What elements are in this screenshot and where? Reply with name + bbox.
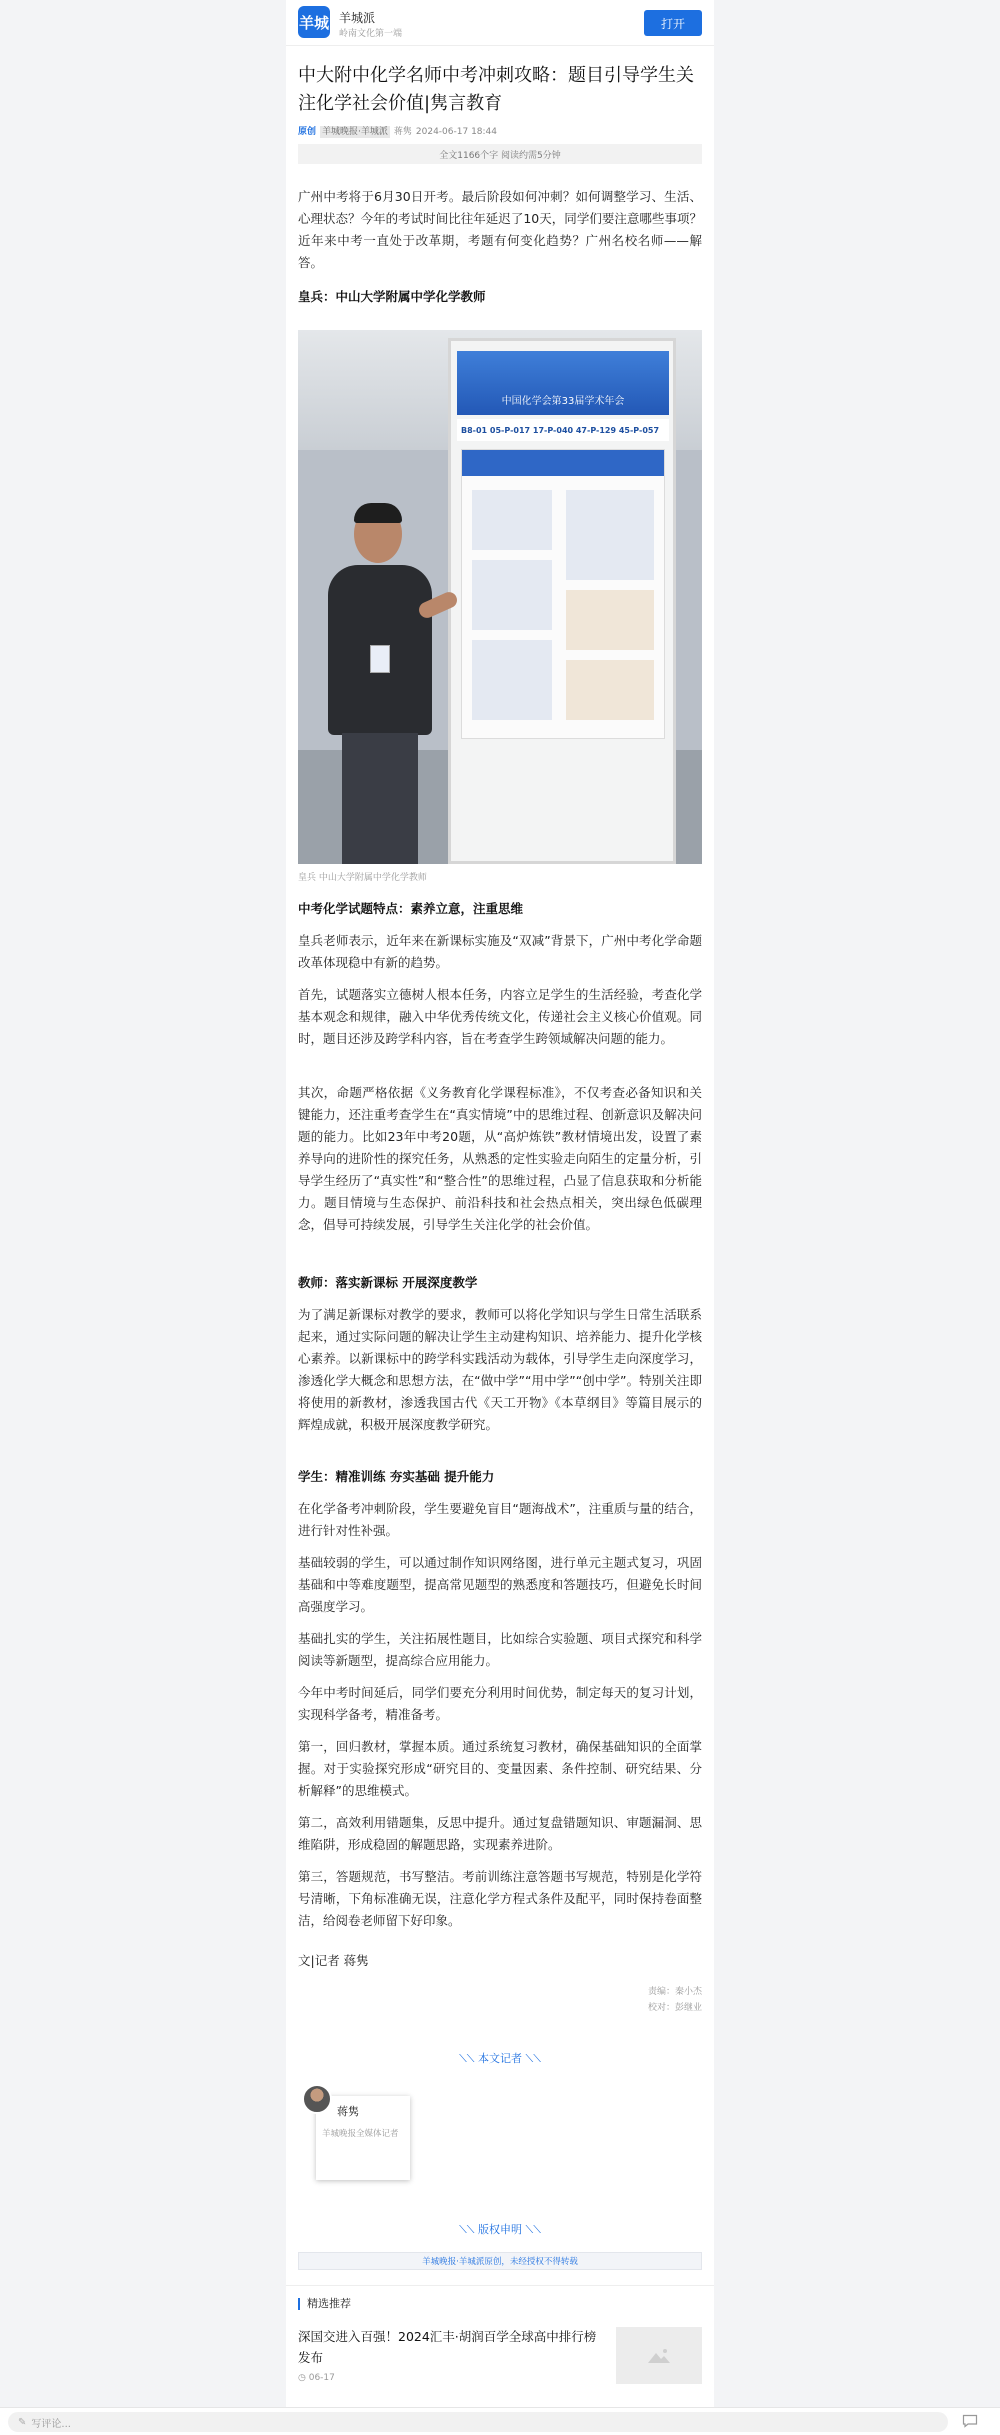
photo-poster-board [448,338,676,864]
paragraph: 基础扎实的学生，关注拓展性题目，比如综合实验题、项目式探究和科学阅读等新题型，提高综合应用能力。 [298,1631,702,1668]
photo-caption: 皇兵 中山大学附属中学化学教师 [298,873,427,883]
comment-placeholder: 写评论... [31,2418,71,2430]
paragraph: 首先，试题落实立德树人根本任务，内容立足学生的生活经验，考查化学基本观念和规律，融入中华优秀传统文化，传递社会主义核心价值观。同时，题目还涉及跨学科内容，旨在考查学生跨领域解决问题的能力。 [298,987,702,1046]
app-download-bar [286,0,714,46]
article-title: 中大附中化学名师中考冲刺攻略：题目引导学生关注化学社会价值|隽言教育 [298,65,694,114]
paragraph: 其次，命题严格依据《义务教育化学课程标准》，不仅考查必备知识和关键能力，还注重考查学生在“真实情境”中的思维过程、创新意识及解决问题的能力。比如23年中考20题，从“高炉炼铁”教材情境出发，设置了素养导向的进阶性的探究任务，从熟悉的定性实验走向陌生的定量分析，引导学生经历了“真实性”和“整合性”的思维过程，凸显了信息获取和分析能力。题目情境与生态保护、前沿科技和社会热点相关，突出绿色低碳理念，倡导可持续发展，引导学生关注化学的社会价值。 [298,1085,702,1232]
slash-decor-icon: ⟍⟍ [522,2223,541,2236]
slash-decor-icon: ⟍⟍ [522,2052,541,2065]
reporter-heading-text: 本文记者 [478,2052,522,2065]
app-name: 羊城派 [339,11,376,25]
reporter-name[interactable]: 蒋隽 [337,2105,359,2118]
article-photo[interactable] [298,330,702,864]
copyright-heading-text: 版权申明 [478,2223,522,2236]
original-tag: 原创 [298,127,317,137]
app-slogan: 岭南文化第一端 [339,29,403,39]
article-meta [298,124,702,137]
expert-heading: 皇兵：中山大学附属中学化学教师 [298,289,486,304]
recommend-item-thumbnail[interactable] [616,2327,702,2384]
copyright-section-heading [286,2221,714,2237]
photo-person [320,505,440,864]
article-datetime: 2024-06-17 18:44 [415,127,498,137]
paragraph: 在化学备考冲刺阶段，学生要避免盲目“题海战术”，注重质与量的结合，进行针对性补强。 [298,1501,702,1538]
pen-icon: ✎ [18,2416,27,2428]
article-byline: 文|记者 蒋隽 [298,1953,369,1968]
poster-codes: B8-01 05-P-017 17-P-040 47-P-129 45-P-057 [457,419,669,441]
recommend-item-title[interactable]: 深国交进入百强！2024汇丰·胡润百学全球高中排行榜发布 [298,2329,597,2365]
app-logo-icon[interactable]: 羊城 [298,6,330,38]
read-info-bar: 全文1166个字 阅读约需5分钟 [298,144,702,164]
comment-input[interactable] [8,2412,948,2432]
reporter-section-heading [286,2050,714,2066]
recommend-heading: 精选推荐 [298,2298,351,2310]
divider [286,2285,714,2286]
poster-banner: 中国化学会第33届学术年会 [457,351,669,415]
paragraph: 为了满足新课标对教学的要求，教师可以将化学知识与学生日常生活联系起来，通过实际问题的解决让学生主动建构知识、培养能力、提升化学核心素养。以新课标中的跨学科实践活动为载体，引导学生走向深度学习，渗透化学大概念和思想方法，在“做中学”“用中学”“创中学”。特别关注即将使用的新教材，渗透我国古代《天工开物》《本草纲目》等篇目展示的辉煌成就，积极开展深度教学研究。 [298,1307,702,1432]
paragraph: 皇兵老师表示，近年来在新课标实施及“双减”背景下，广州中考化学命题改革体现稳中有新的趋势。 [298,933,702,970]
proofreader-credit: 校对：彭继业 [647,2003,702,2013]
reporter-avatar[interactable] [302,2084,332,2114]
section-heading-3: 学生：精准训练 夯实基础 提升能力 [298,1469,495,1484]
open-app-button[interactable]: 打开 [644,10,702,36]
article-page [286,0,714,2435]
article-intro: 广州中考将于6月30日开考。最后阶段如何冲刺？如何调整学习、生活、心理状态？今年的考试时间比往年延迟了10天，同学们要注意哪些事项？近年来中考一直处于改革期，考题有何变化趋势？广州名校名师——解答。 [298,189,702,270]
comment-bar [0,2407,1000,2435]
poster-sheet [461,449,665,739]
paragraph: 第三，答题规范，书写整洁。考前训练注意答题书写规范，特别是化学符号清晰，下角标准确无误，注意化学方程式条件及配平，同时保持卷面整洁，给阅卷老师留下好印象。 [298,1869,702,1928]
paragraph: 第一，回归教材，掌握本质。通过系统复习教材，确保基础知识的全面掌握。对于实验探究形成“研究目的、变量因素、条件控制、研究结果、分析解释”的思维模式。 [298,1739,702,1798]
clock-icon: ◷ [298,2373,309,2383]
slash-decor-icon: ⟍⟍ [459,2052,478,2065]
image-placeholder-icon [646,2347,672,2365]
paragraph: 基础较弱的学生，可以通过制作知识网络图，进行单元主题式复习，巩固基础和中等难度题型，提高常见题型的熟悉度和答题技巧，但避免长时间高强度学习。 [298,1555,702,1614]
section-heading-1: 中考化学试题特点：素养立意，注重思维 [298,901,524,916]
recommend-date-text: 06-17 [308,2373,335,2383]
copyright-notice: 羊城晚报·羊城派原创，未经授权不得转载 [298,2252,702,2270]
paragraph: 今年中考时间延后，同学们要充分利用时间优势，制定每天的复习计划，实现科学备考，精准备考。 [298,1685,702,1722]
paragraph: 第二，高效利用错题集，反思中提升。通过复盘错题知识、审题漏洞、思维陷阱，形成稳固的解题思路，实现素养进阶。 [298,1815,702,1852]
article-source[interactable]: 羊城晚报·羊城派 [322,127,388,137]
slash-decor-icon: ⟍⟍ [459,2223,478,2236]
reporter-description: 羊城晚报全媒体记者 [322,2129,399,2139]
comment-icon[interactable] [962,2414,978,2428]
article-author[interactable]: 蒋隽 [393,127,412,137]
editor-credit: 责编：秦小杰 [647,1987,702,1997]
section-heading-2: 教师：落实新课标 开展深度教学 [298,1275,478,1290]
recommend-item-date [298,2373,335,2383]
